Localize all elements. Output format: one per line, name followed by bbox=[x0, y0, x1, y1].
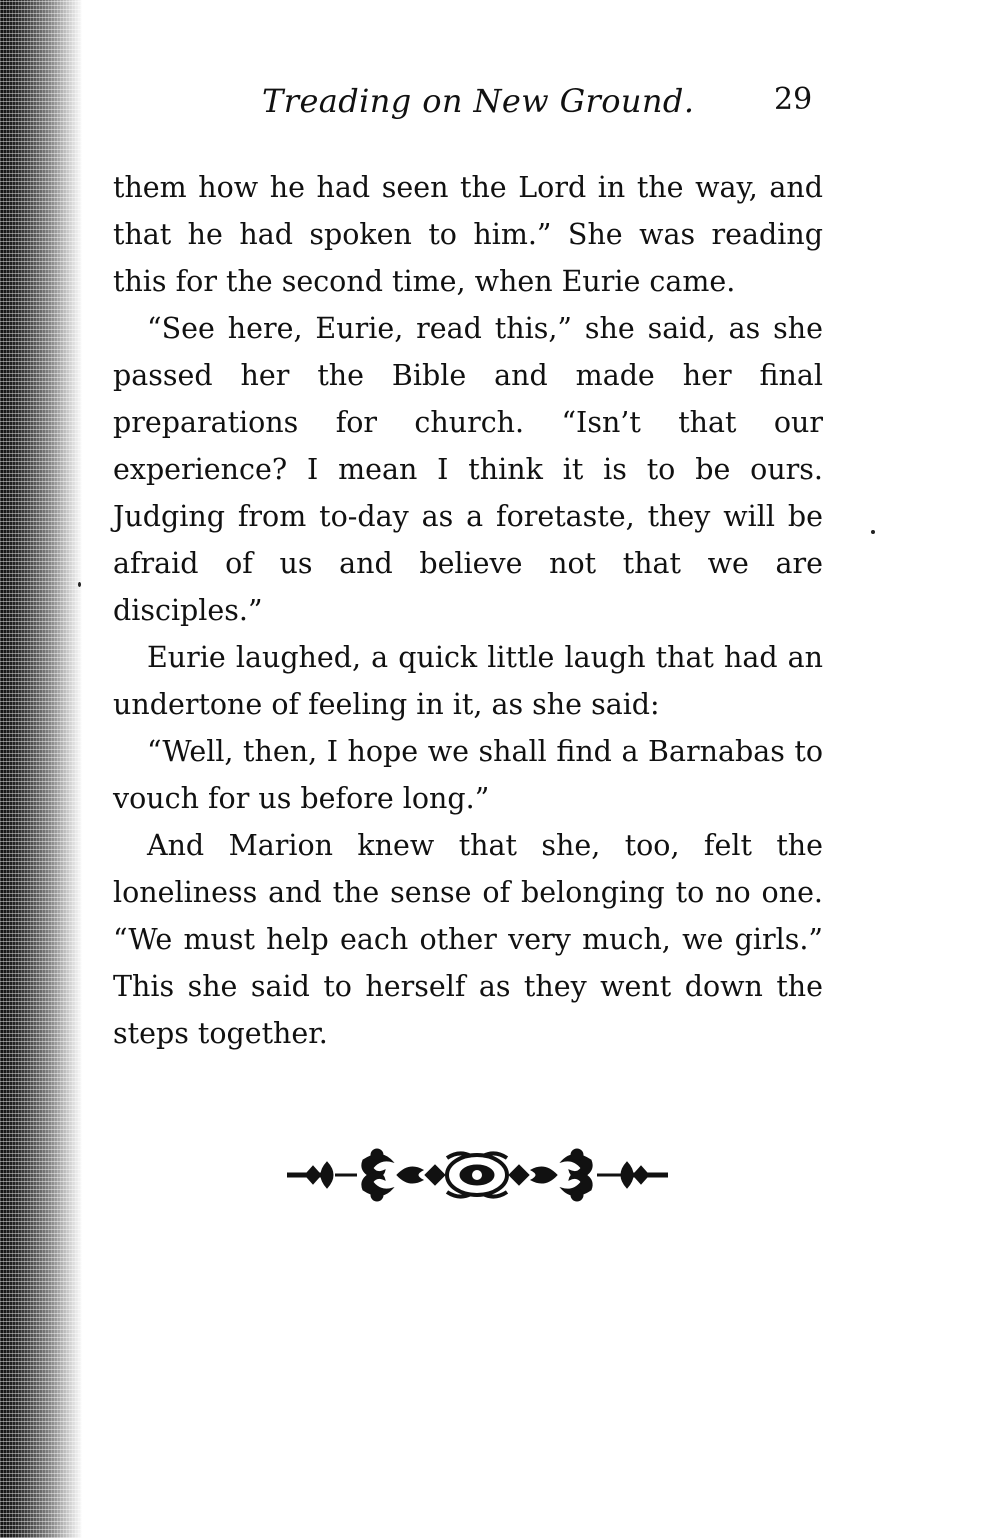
print-speck bbox=[871, 530, 875, 534]
binding-gutter-shadow bbox=[0, 0, 82, 1538]
running-header bbox=[262, 82, 822, 128]
decorative-tailpiece-icon bbox=[285, 1140, 670, 1210]
running-title: Treading on New Ground. bbox=[262, 82, 695, 120]
page-number: 29 bbox=[774, 82, 813, 117]
paragraph: “Well, then, I hope we shall find a Barnabas to vouch for us before long.” bbox=[113, 735, 823, 815]
print-speck bbox=[78, 582, 81, 587]
paragraph-continued: them how he had seen the Lord in the way, and that he had spoken to him.” She was reading this for the second time, when Eurie came. bbox=[113, 171, 823, 298]
paragraph: Eurie laughed, a quick little laugh that had an undertone of feeling in it, as she said: bbox=[113, 641, 823, 721]
paragraph: And Marion knew that she, too, felt the loneliness and the sense of belonging to no one. “We must help each other very much, we girls.” This she said to herself as they went down the steps together. bbox=[113, 829, 823, 1050]
body-text bbox=[113, 164, 823, 1057]
paragraph: “See here, Eurie, read this,” she said, as she passed her the Bible and made her final preparations for church. “Isn’t that our experience? I mean I think it is to be ours. Judging from to-day as a foretaste, they will be afraid of us and believe not that we are disciples.” bbox=[113, 312, 823, 627]
